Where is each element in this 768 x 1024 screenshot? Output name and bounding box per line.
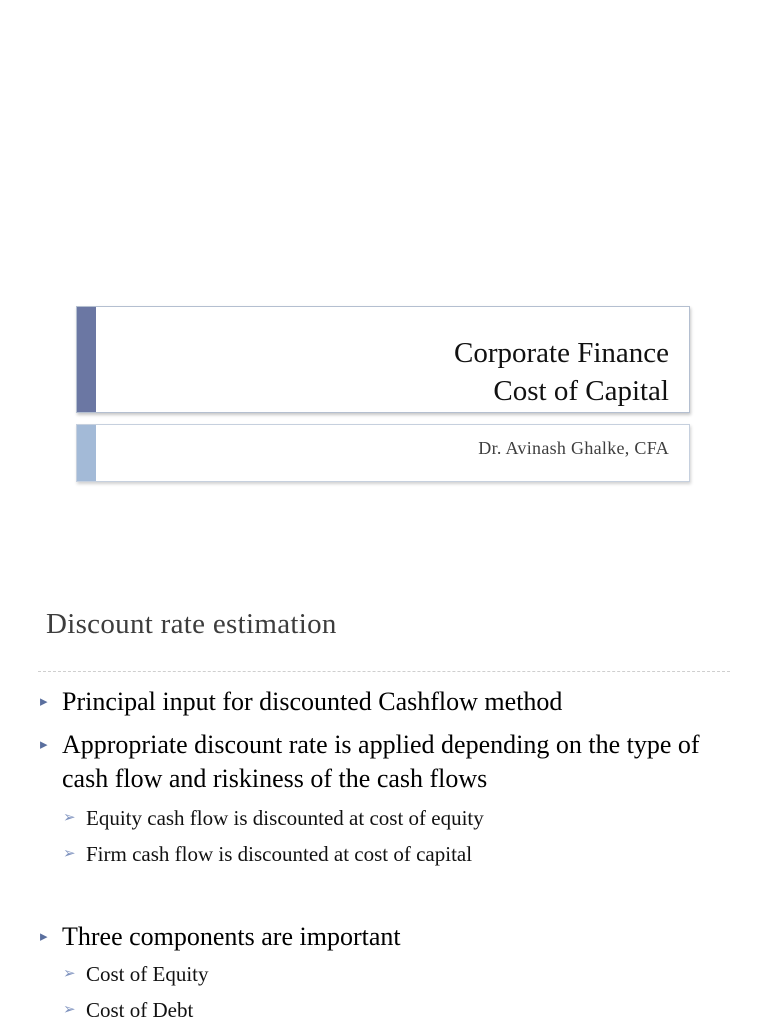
slide-heading: Discount rate estimation bbox=[46, 608, 337, 640]
sub-bullet-text: Cost of Debt bbox=[86, 998, 194, 1022]
bullet-triangle-icon: ▸ bbox=[40, 694, 48, 710]
bullet-triangle-icon: ▸ bbox=[40, 737, 48, 753]
bullet-text: Principal input for discounted Cashflow method bbox=[62, 687, 563, 716]
bullet-item bbox=[40, 920, 722, 954]
title-line-2: Cost of Capital bbox=[493, 375, 669, 407]
sub-bullet-text: Cost of Equity bbox=[86, 962, 209, 986]
sub-bullet-item bbox=[63, 996, 706, 1024]
title-line-1: Corporate Finance bbox=[453, 337, 669, 369]
bullet-triangle-icon: ▸ bbox=[40, 929, 48, 945]
bullet-text: Appropriate discount rate is applied depending on the type of cash flow and riskiness of the cash flows bbox=[62, 730, 700, 793]
bullet-item bbox=[40, 685, 722, 719]
author-subtitle: Dr. Avinash Ghalke, CFA bbox=[478, 438, 669, 458]
sub-bullet-arrow-icon: ➢ bbox=[63, 1002, 76, 1018]
sub-bullet-item bbox=[63, 840, 706, 868]
sub-bullet-arrow-icon: ➢ bbox=[63, 966, 76, 982]
sub-bullet-arrow-icon: ➢ bbox=[63, 846, 76, 862]
sub-bullet-arrow-icon: ➢ bbox=[63, 810, 76, 826]
sub-bullet-item bbox=[63, 804, 706, 832]
bullet-text: Three components are important bbox=[62, 922, 401, 951]
bullet-item bbox=[40, 728, 722, 796]
sub-bullet-text: Firm cash flow is discounted at cost of capital bbox=[86, 842, 473, 866]
sub-bullet-item bbox=[63, 960, 706, 988]
sub-bullet-text: Equity cash flow is discounted at cost of equity bbox=[86, 806, 484, 830]
